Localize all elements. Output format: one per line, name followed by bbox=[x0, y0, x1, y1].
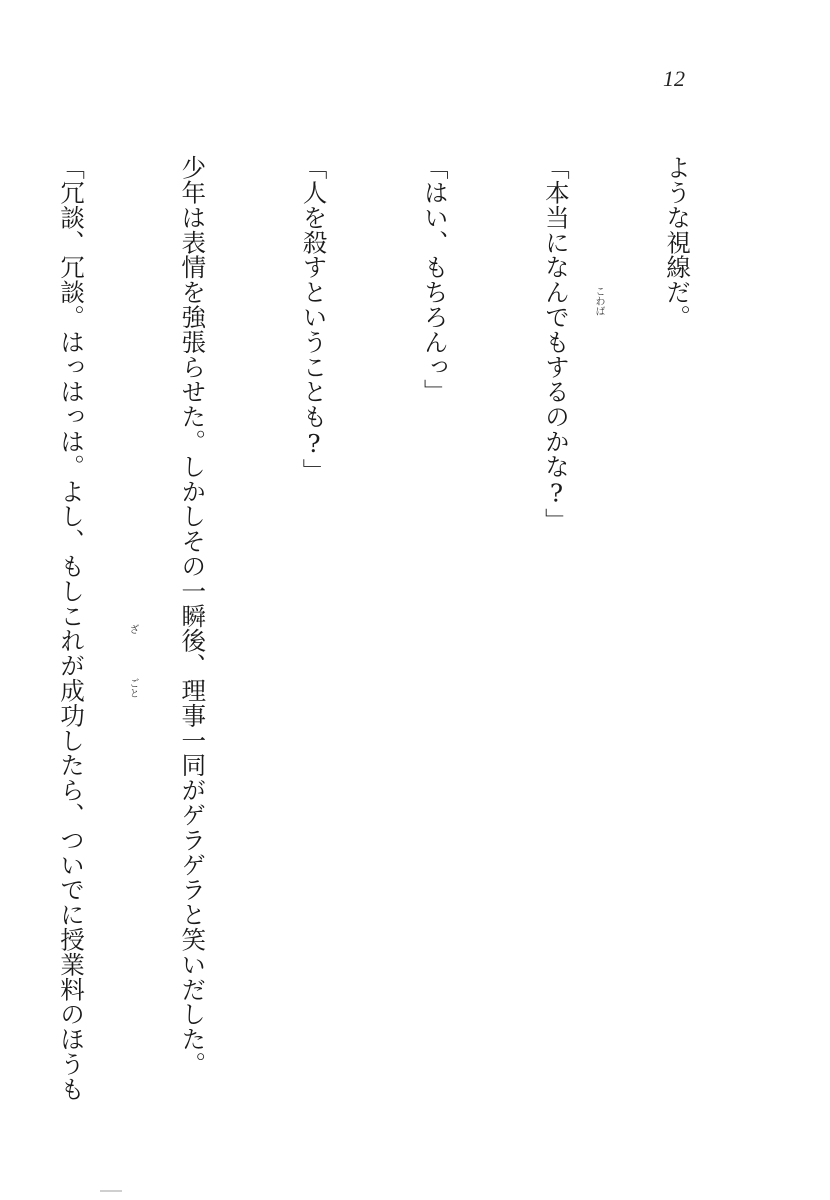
scan-artifact bbox=[100, 1190, 122, 1192]
body-text bbox=[0, 155, 778, 1102]
furigana-za: ざ bbox=[127, 624, 138, 634]
text-line: 「冗談、冗談。はっはっは。よし、もしこれが成功したら、ついでに授業料のほうも bbox=[57, 155, 87, 1102]
text-line: ような視線だ。 bbox=[663, 155, 693, 330]
furigana-goto: ごと bbox=[127, 678, 138, 698]
text-line: 「はい、もちろんっ」 bbox=[420, 155, 450, 404]
page-number: 12 bbox=[663, 66, 685, 91]
furigana-kowaba: こわば bbox=[593, 286, 604, 316]
text-line: 少年は表情を強張らせた。しかしその一瞬後、理事一同がゲラゲラと笑いだした。 bbox=[178, 155, 208, 1077]
text-line: 「本当になんでもするのかな?」 bbox=[541, 155, 571, 533]
text-line: 「人を殺すということも?」 bbox=[299, 155, 329, 484]
